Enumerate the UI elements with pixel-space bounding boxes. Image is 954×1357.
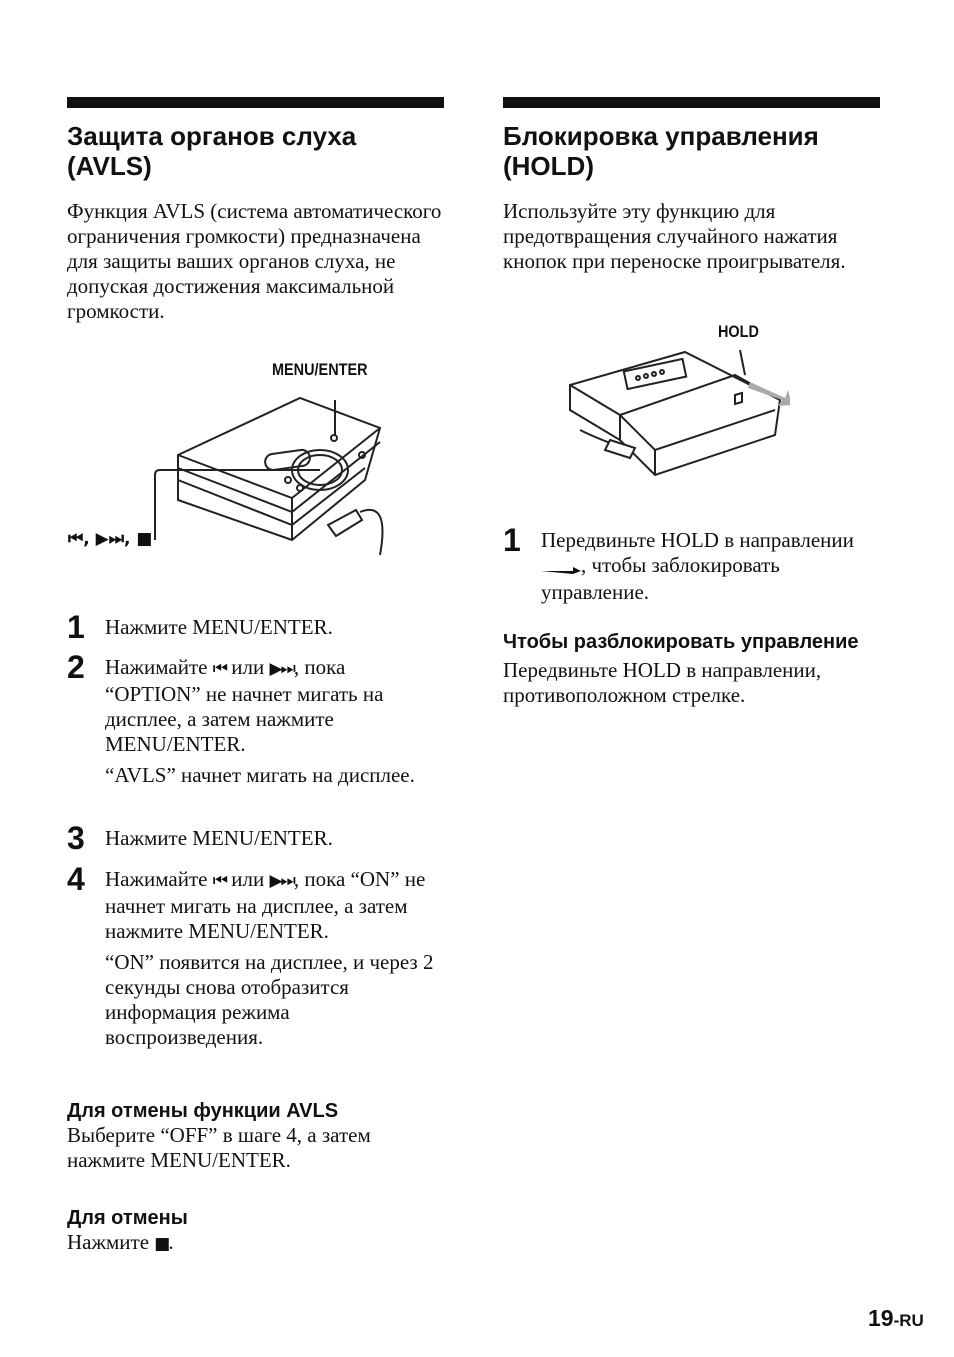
step-text: Нажмите MENU/ENTER. bbox=[105, 826, 333, 850]
section-rule bbox=[67, 97, 444, 108]
menu-enter-label: MENU/ENTER bbox=[272, 360, 368, 379]
stop-icon: ■ bbox=[154, 1234, 169, 1254]
step-number: 1 bbox=[67, 609, 85, 645]
step-4 bbox=[67, 861, 444, 1050]
next-icon: ▶⏭ bbox=[269, 659, 294, 679]
cancel-heading: Для отмены bbox=[67, 1207, 188, 1229]
step-number: 3 bbox=[67, 820, 85, 856]
right-column bbox=[503, 97, 880, 274]
step-number: 4 bbox=[67, 861, 85, 897]
arrow-right-icon bbox=[541, 555, 581, 580]
section-title-avls: Защита органов слуха (AVLS) bbox=[67, 121, 357, 181]
step-number: 2 bbox=[67, 649, 85, 685]
section-rule bbox=[503, 97, 880, 108]
step-2 bbox=[67, 649, 444, 788]
step-note: “AVLS” начнет мигать на дисплее. bbox=[105, 763, 415, 787]
left-column bbox=[67, 97, 444, 324]
step-text: Передвиньте HOLD в направлении , чтобы заблокировать управление. bbox=[541, 528, 854, 604]
step-note: “ON” появится на дисплее, и через 2 секунды снова отобразится информация режима воспроизведения. bbox=[105, 950, 434, 1049]
section-title-hold: Блокировка управления (HOLD) bbox=[503, 121, 819, 181]
unlock-text: Передвиньте HOLD в направлении, противоположном стрелке. bbox=[503, 658, 822, 707]
avls-intro: Функция AVLS (система автоматического ограничения громкости) предназначена для защиты ваших органов слуха, не допуская достижения максимальной громкости. bbox=[67, 199, 442, 323]
hold-label: HOLD bbox=[718, 322, 759, 341]
cancel-avls-heading: Для отмены функции AVLS bbox=[67, 1100, 339, 1122]
cancel-avls-section bbox=[67, 1099, 444, 1173]
hold-intro: Используйте эту функцию для предотвращения случайного нажатия кнопок при переноске проигрывателя. bbox=[503, 199, 846, 273]
prev-icon: ⏮ bbox=[212, 871, 226, 891]
step-text: Нажмите MENU/ENTER. bbox=[105, 615, 333, 639]
cancel-text: Нажмите ■. bbox=[67, 1230, 174, 1254]
cancel-avls-text: Выберите “OFF” в шаге 4, а затем нажмите MENU/ENTER. bbox=[67, 1123, 371, 1172]
unlock-section bbox=[503, 630, 880, 708]
step-text: Нажимайте ⏮ или ▶⏭, пока “ON” не начнет мигать на дисплее, а затем нажмите MENU/ENTER. bbox=[105, 867, 426, 943]
next-icon: ▶⏭ bbox=[269, 871, 294, 891]
page-number: 19-RU bbox=[868, 1305, 924, 1331]
cancel-section bbox=[67, 1206, 444, 1257]
buttons-label: ⏮, ▶⏭, ■ bbox=[68, 529, 153, 549]
step-number: 1 bbox=[503, 522, 521, 558]
unlock-heading: Чтобы разблокировать управление bbox=[503, 631, 859, 653]
step-1 bbox=[67, 609, 444, 645]
hold-step-1 bbox=[503, 522, 880, 605]
step-3 bbox=[67, 820, 444, 856]
prev-icon: ⏮ bbox=[212, 659, 226, 679]
hold-player-illustration bbox=[560, 340, 790, 480]
step-text: Нажимайте ⏮ или ▶⏭, пока “OPTION” не начнет мигать на дисплее, а затем нажмите MENU/ENTER. bbox=[105, 655, 384, 756]
